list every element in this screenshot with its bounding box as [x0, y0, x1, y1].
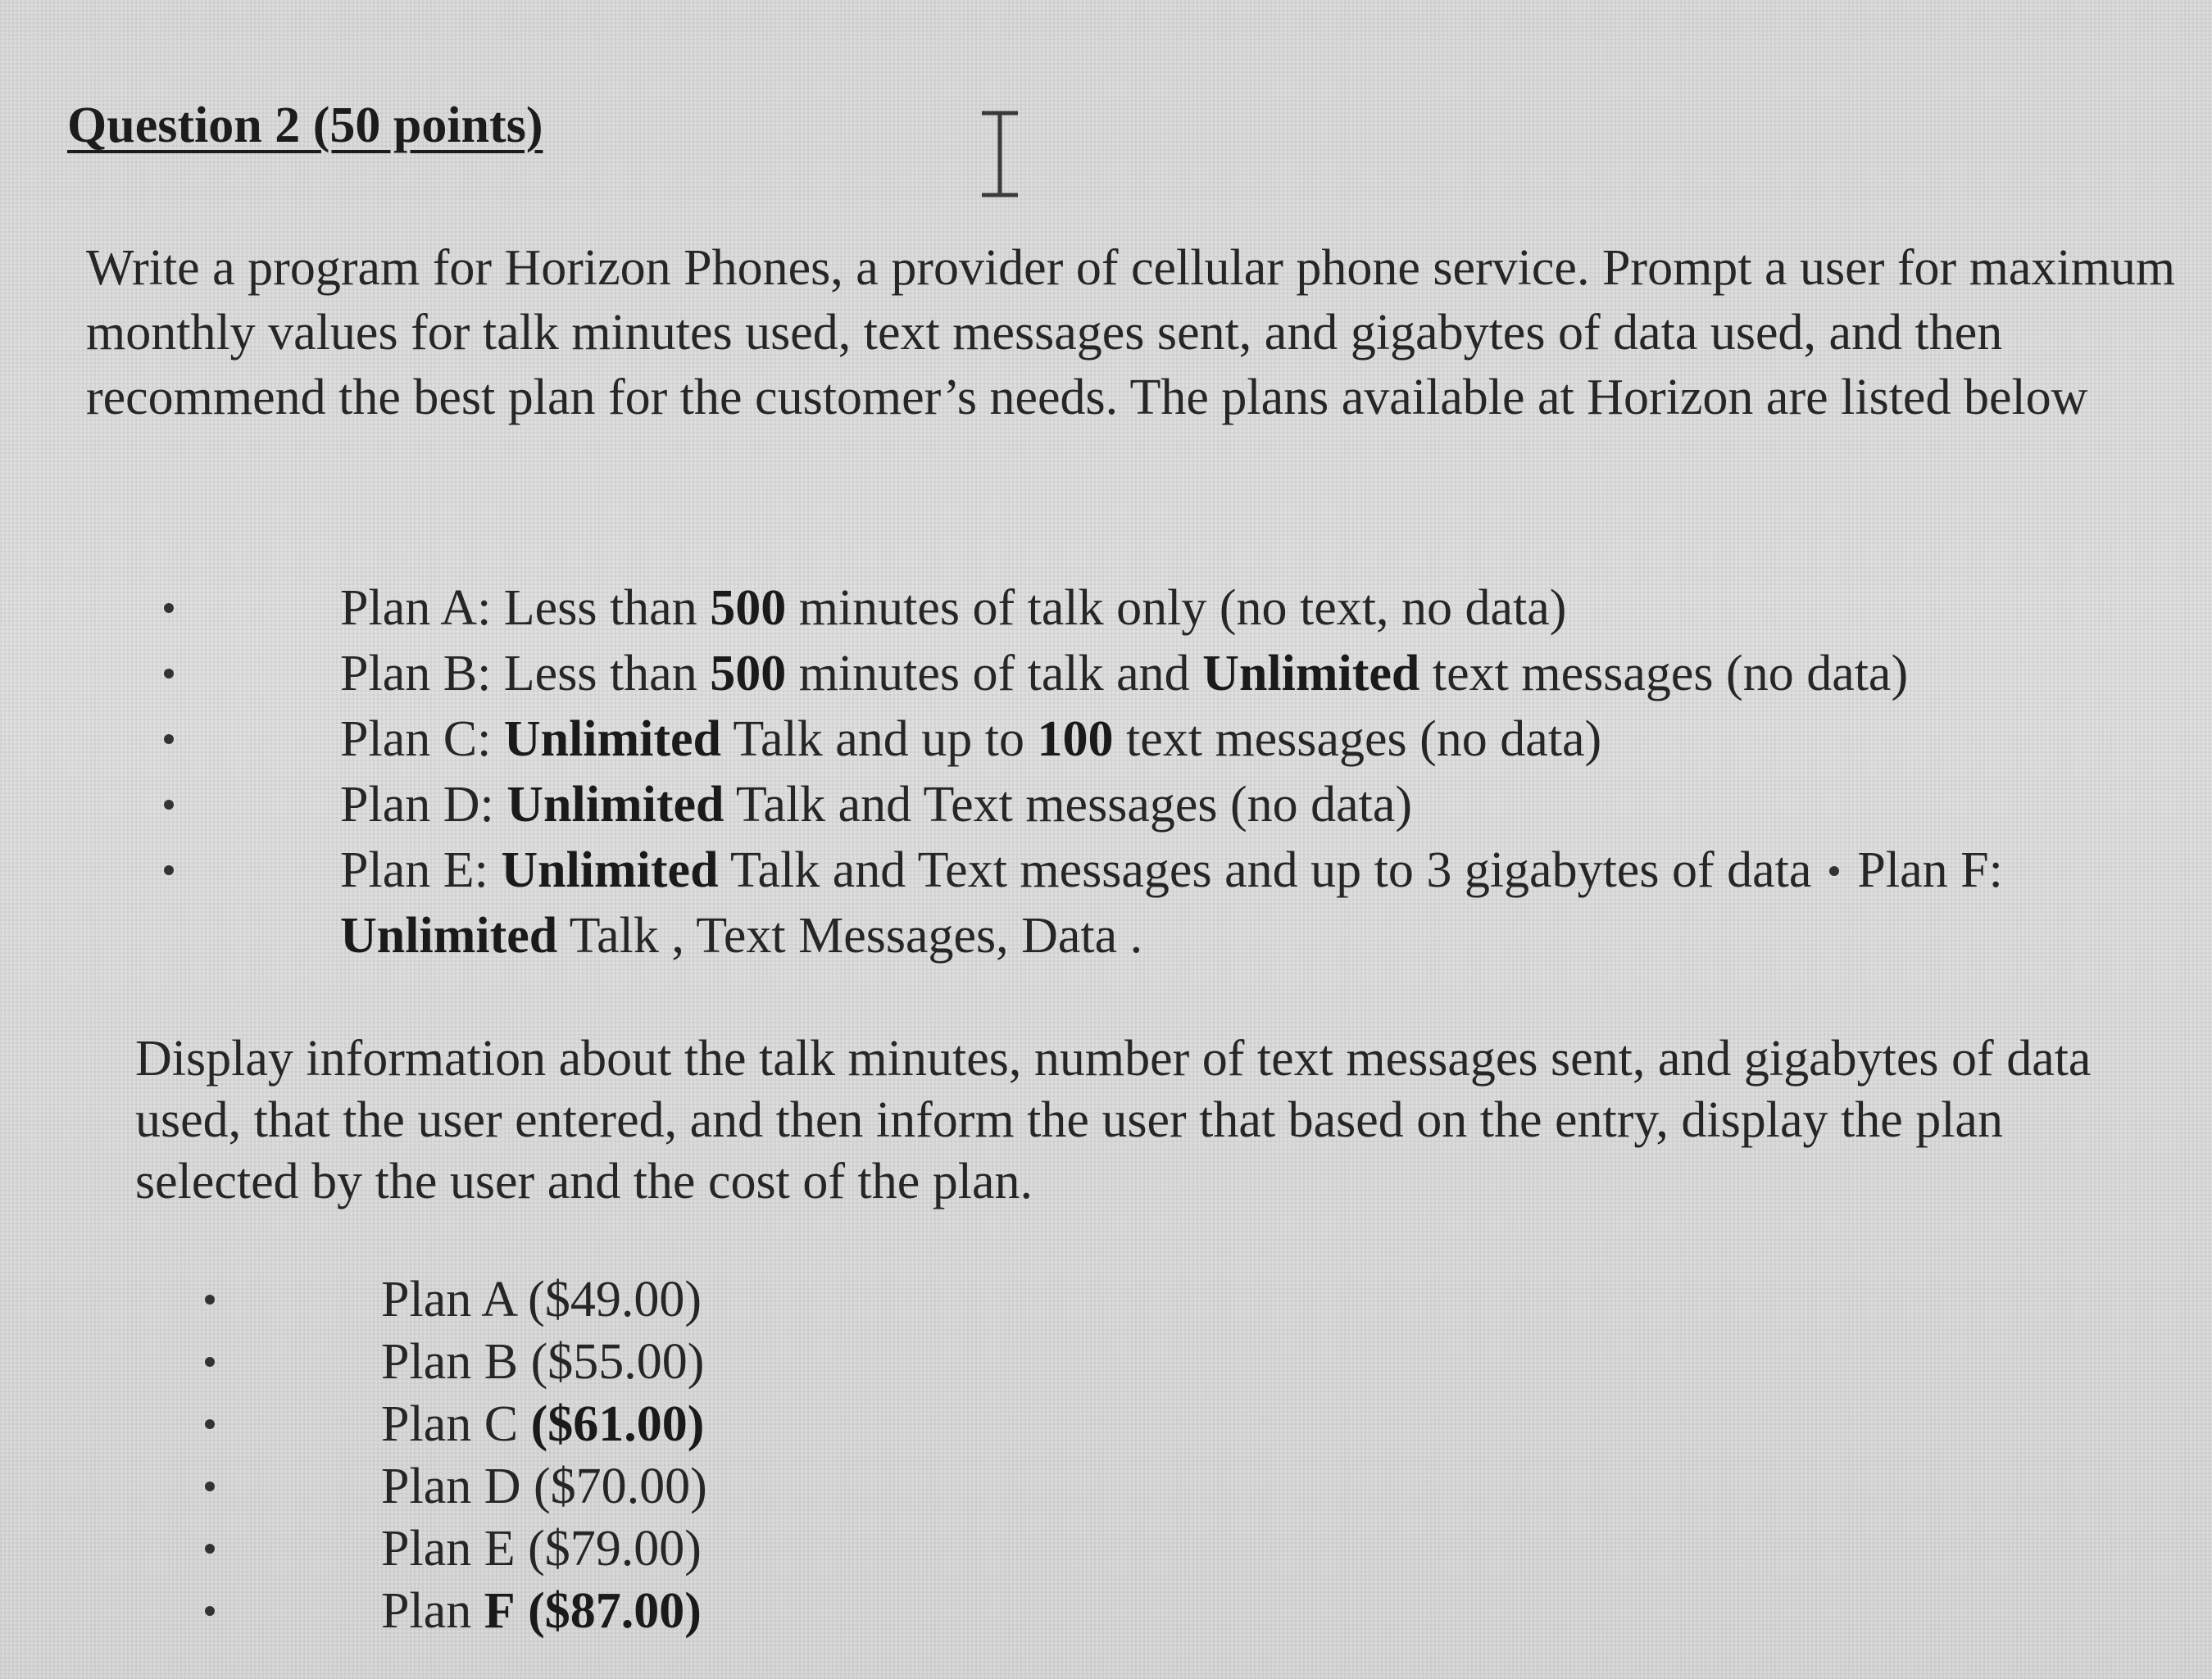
plans-list — [164, 575, 2172, 969]
price-list — [205, 1268, 1188, 1642]
price-e-text: Plan E ($79.00) — [381, 1521, 702, 1577]
price-c-text: Plan C ($61.00) — [381, 1396, 705, 1452]
price-item — [205, 1580, 1188, 1642]
plan-item — [164, 641, 2172, 706]
price-item — [205, 1331, 1188, 1393]
price-a-text: Plan A ($49.00) — [381, 1272, 702, 1327]
plan-item — [164, 837, 2172, 969]
bullet-icon — [205, 1606, 215, 1616]
bullet-icon — [205, 1419, 215, 1429]
bullet-icon — [1829, 866, 1839, 876]
price-d-text: Plan D ($70.00) — [381, 1459, 707, 1514]
plan-d-text: Plan D: Unlimited Talk and Text messages (no data) — [340, 777, 1413, 833]
bullet-icon — [205, 1357, 215, 1367]
plan-a-text: Plan A: Less than 500 minutes of talk only (no text, no data) — [340, 580, 1567, 636]
bullet-icon — [164, 669, 174, 678]
price-b-text: Plan B ($55.00) — [381, 1334, 705, 1390]
bullet-icon — [205, 1482, 215, 1491]
bullet-icon — [164, 865, 174, 875]
bullet-icon — [164, 603, 174, 613]
display-paragraph: Display information about the talk minutes, number of text messages sent, and gigabytes of data used, that the user entered, and then inform the user that based on the entry, display the plan selected by the user and the cost of the plan. — [135, 1031, 2092, 1209]
plan-c-text: Plan C: Unlimited Talk and up to 100 text messages (no data) — [340, 711, 1602, 767]
plan-b-text: Plan B: Less than 500 minutes of talk and Unlimited text messages (no data) — [340, 646, 1909, 701]
intro-paragraph: Write a program for Horizon Phones, a provider of cellular phone service. Prompt a user for maximum monthly values for talk minutes used, text messages sent, and gigabytes of data used, and then recommend the best plan for the customer’s needs. The plans available at Horizon are listed below — [86, 240, 2176, 425]
price-item — [205, 1393, 1188, 1455]
price-item — [205, 1518, 1188, 1580]
bullet-icon — [205, 1544, 215, 1554]
price-item — [205, 1455, 1188, 1518]
plan-item — [164, 575, 2172, 641]
price-f-text: Plan F ($87.00) — [381, 1583, 702, 1639]
i-beam-cursor-icon — [959, 107, 1041, 205]
bullet-icon — [164, 734, 174, 744]
plan-e-text: Plan E: Unlimited Talk and Text messages and up to 3 gigabytes of data Plan F: Unlimited Talk , Text Messages, Data . — [340, 842, 2003, 964]
question-title: Question 2 (50 points) — [67, 98, 543, 153]
plan-item — [164, 772, 2172, 837]
bullet-icon — [205, 1295, 215, 1305]
price-item — [205, 1268, 1188, 1331]
bullet-icon — [164, 800, 174, 810]
plan-item — [164, 706, 2172, 772]
